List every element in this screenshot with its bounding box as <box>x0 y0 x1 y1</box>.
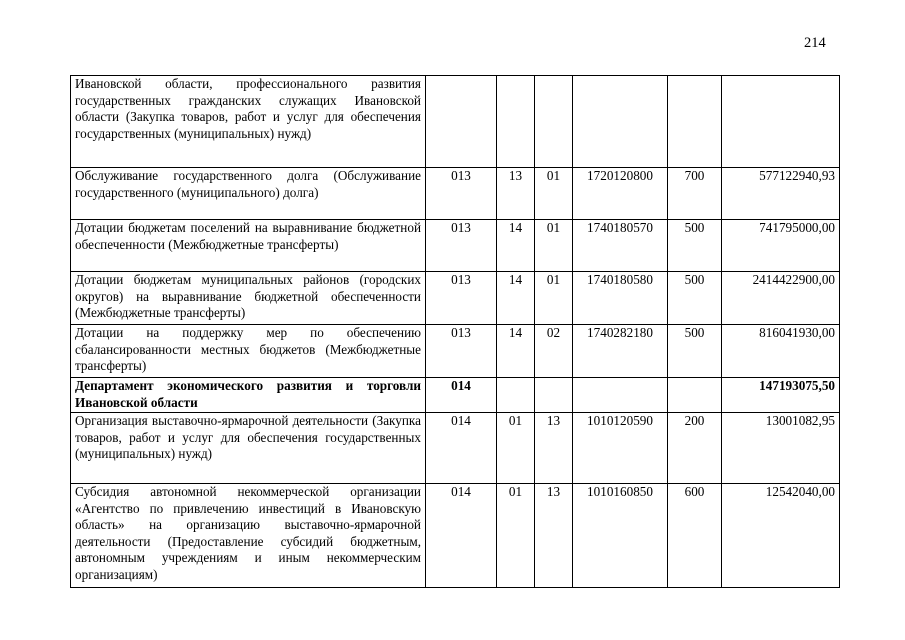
table-row <box>71 272 840 325</box>
target-article-code: 1720120800 <box>573 168 668 220</box>
budget-table <box>70 75 840 588</box>
section-code: 14 <box>497 220 535 272</box>
expense-type-code: 700 <box>668 168 722 220</box>
ministry-code: 014 <box>426 413 497 484</box>
section-code <box>497 378 535 413</box>
section-code: 13 <box>497 168 535 220</box>
ministry-code: 013 <box>426 220 497 272</box>
ministry-code: 014 <box>426 484 497 588</box>
target-article-code: 1010120590 <box>573 413 668 484</box>
row-description: Субсидия автономной некоммерческой организации «Агентство по привлечению инвестиций в Ивановскую область» на организацию выставочно-ярмарочной деятельности (Предоставление субсидий бюджетным, автономным учреждениям и иным некоммерческим организациям) <box>71 484 426 588</box>
amount: 2414422900,00 <box>722 272 840 325</box>
amount: 577122940,93 <box>722 168 840 220</box>
page-number: 214 <box>804 35 826 51</box>
table-row <box>71 413 840 484</box>
target-article-code <box>573 378 668 413</box>
section-code: 01 <box>497 484 535 588</box>
amount <box>722 76 840 168</box>
expense-type-code: 200 <box>668 413 722 484</box>
row-description: Ивановской области, профессионального развития государственных гражданских служащих Ивановской области (Закупка товаров, работ и услуг для обеспечения государственных (муниципальных) нужд) <box>71 76 426 168</box>
amount: 12542040,00 <box>722 484 840 588</box>
expense-type-code: 500 <box>668 272 722 325</box>
subsection-code: 13 <box>535 413 573 484</box>
subsection-code <box>535 76 573 168</box>
table-row <box>71 325 840 378</box>
table-row <box>71 168 840 220</box>
ministry-code <box>426 76 497 168</box>
row-description: Дотации на поддержку мер по обеспечению сбалансированности местных бюджетов (Межбюджетные трансферты) <box>71 325 426 378</box>
subsection-code <box>535 378 573 413</box>
section-code <box>497 76 535 168</box>
row-description: Обслуживание государственного долга (Обслуживание государственного (муниципального) долга) <box>71 168 426 220</box>
amount: 147193075,50 <box>722 378 840 413</box>
expense-type-code <box>668 76 722 168</box>
table-row <box>71 484 840 588</box>
section-code: 14 <box>497 325 535 378</box>
section-code: 01 <box>497 413 535 484</box>
expense-type-code: 500 <box>668 220 722 272</box>
subsection-code: 02 <box>535 325 573 378</box>
ministry-code: 013 <box>426 168 497 220</box>
expense-type-code <box>668 378 722 413</box>
subsection-code: 13 <box>535 484 573 588</box>
row-description: Дотации бюджетам поселений на выравнивание бюджетной обеспеченности (Межбюджетные трансферты) <box>71 220 426 272</box>
ministry-code: 013 <box>426 272 497 325</box>
expense-type-code: 500 <box>668 325 722 378</box>
target-article-code <box>573 76 668 168</box>
subsection-code: 01 <box>535 272 573 325</box>
table-row <box>71 220 840 272</box>
subsection-code: 01 <box>535 168 573 220</box>
table-row <box>71 378 840 413</box>
target-article-code: 1740282180 <box>573 325 668 378</box>
expense-type-code: 600 <box>668 484 722 588</box>
row-description: Организация выставочно-ярмарочной деятельности (Закупка товаров, работ и услуг для обеспечения государственных (муниципальных) нужд) <box>71 413 426 484</box>
section-code: 14 <box>497 272 535 325</box>
amount: 741795000,00 <box>722 220 840 272</box>
row-description: Департамент экономического развития и торговли Ивановской области <box>71 378 426 413</box>
ministry-code: 014 <box>426 378 497 413</box>
target-article-code: 1740180580 <box>573 272 668 325</box>
target-article-code: 1740180570 <box>573 220 668 272</box>
subsection-code: 01 <box>535 220 573 272</box>
target-article-code: 1010160850 <box>573 484 668 588</box>
amount: 13001082,95 <box>722 413 840 484</box>
amount: 816041930,00 <box>722 325 840 378</box>
ministry-code: 013 <box>426 325 497 378</box>
row-description: Дотации бюджетам муниципальных районов (городских округов) на выравнивание бюджетной обеспеченности (Межбюджетные трансферты) <box>71 272 426 325</box>
table-row <box>71 76 840 168</box>
